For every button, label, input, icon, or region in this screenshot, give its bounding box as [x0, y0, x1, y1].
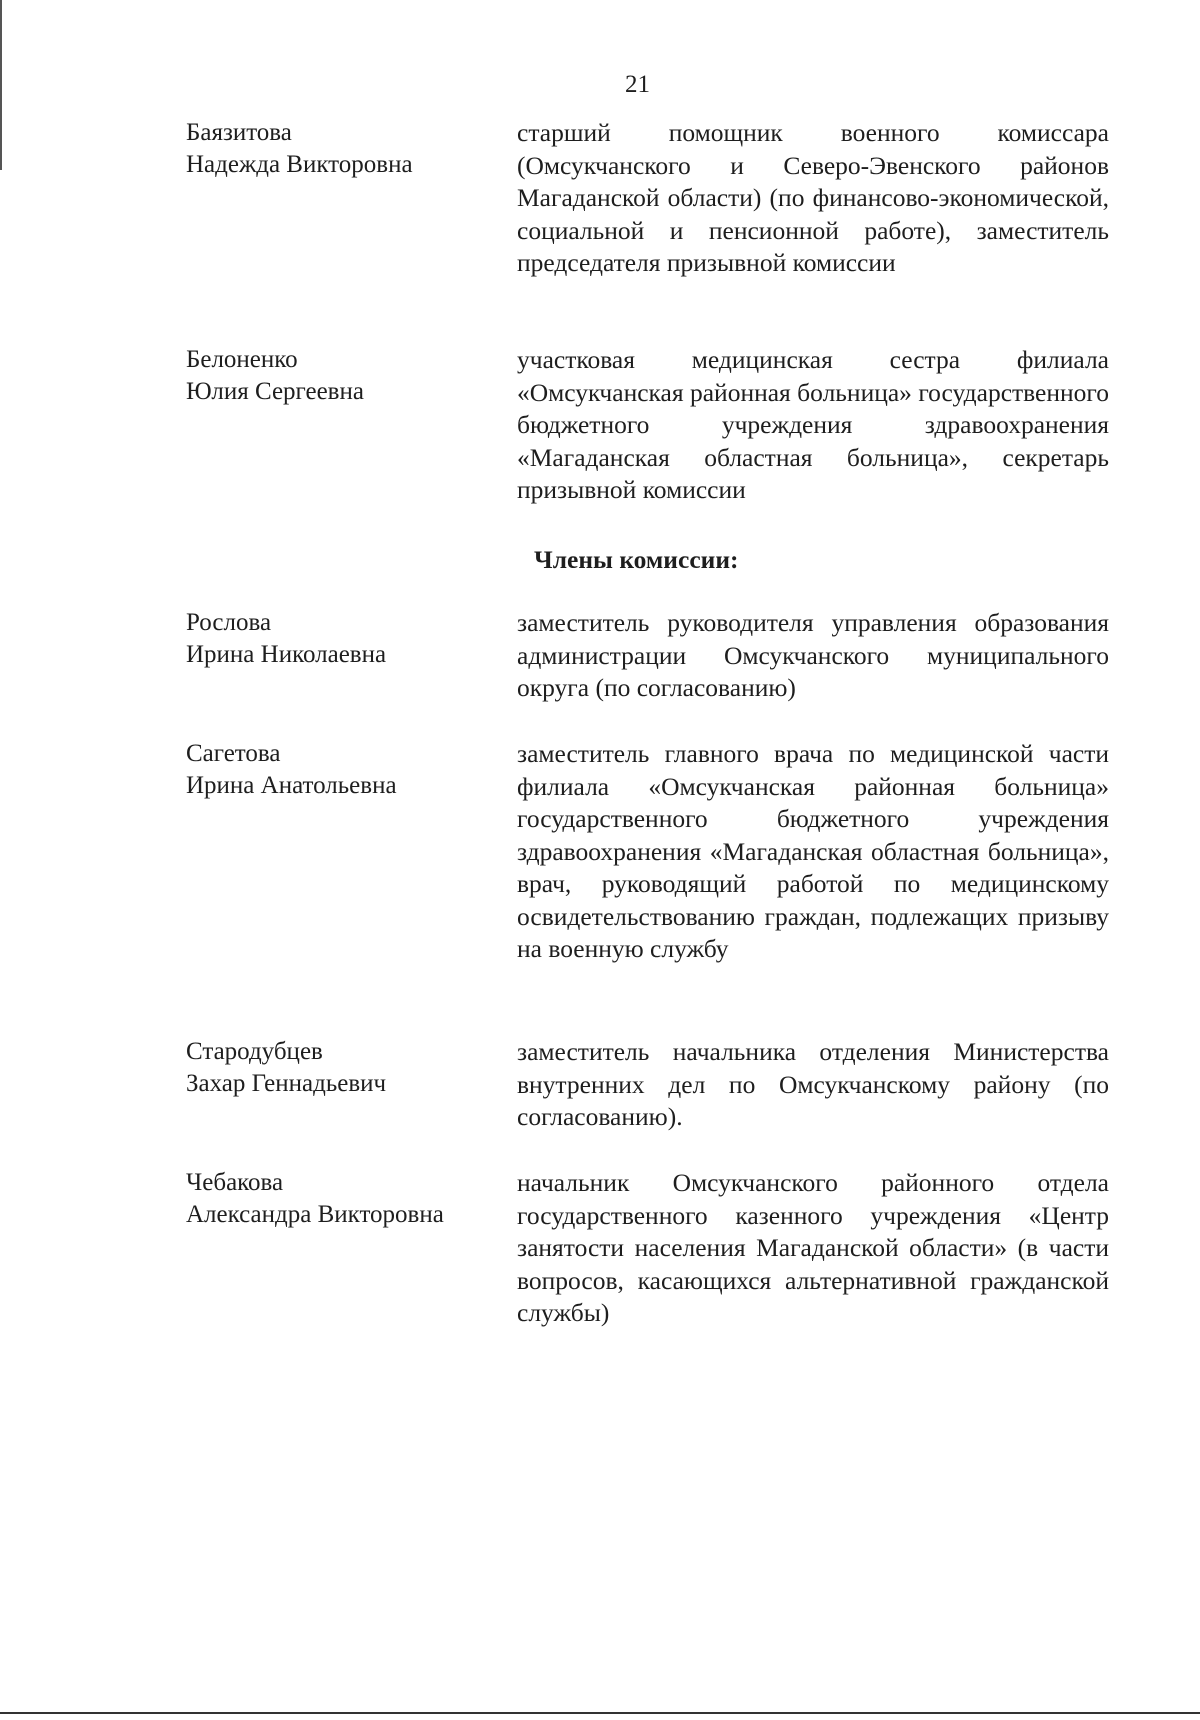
person-surname: Белоненко: [186, 346, 298, 373]
page-number: 21: [625, 71, 650, 98]
person-given-names: Надежда Викторовна: [186, 151, 413, 178]
person-name: [186, 1036, 506, 1100]
person-name: [186, 117, 506, 181]
person-given-names: Юлия Сергеевна: [186, 378, 364, 405]
person-surname: Чебакова: [186, 1169, 284, 1196]
person-surname: Рослова: [186, 609, 272, 636]
person-given-names: Ирина Анатольевна: [186, 772, 397, 799]
person-name: [186, 344, 506, 408]
person-position: заместитель главного врача по медицинской части филиала «Омсукчанская районная больница» государственного бюджетного учреждения здравоохранения «Магаданская областная больница», врач, руководящий работой по медицинскому освидетельствованию граждан, подлежащих призыву на военную службу: [517, 739, 1109, 963]
person-surname: Сагетова: [186, 740, 281, 767]
person-position: заместитель руководителя управления образования администрации Омсукчанского муниципального округа (по согласованию): [517, 608, 1109, 702]
scan-bottom-edge: [0, 1712, 1200, 1714]
person-position: заместитель начальника отделения Министерства внутренних дел по Омсукчанскому району (по согласованию).: [517, 1037, 1109, 1131]
person-name: [186, 1167, 506, 1231]
person-name: [186, 607, 506, 671]
person-position: начальник Омсукчанского районного отдела государственного казенного учреждения «Центр занятости населения Магаданской области» (в части вопросов, касающихся альтернативной гражданской службы): [517, 1168, 1109, 1327]
person-given-names: Захар Геннадьевич: [186, 1070, 387, 1097]
person-surname: Баязитова: [186, 119, 292, 146]
person-surname: Стародубцев: [186, 1038, 323, 1065]
person-given-names: Ирина Николаевна: [186, 641, 387, 668]
person-name: [186, 738, 506, 802]
person-position: старший помощник военного комиссара (Омсукчанского и Северо-Эвенского районов Магаданской области) (по финансово-экономической, социальной и пенсионной работе), заместитель председателя призывной комиссии: [517, 118, 1109, 277]
members-heading: Члены комиссии:: [534, 545, 739, 574]
person-given-names: Александра Викторовна: [186, 1201, 444, 1228]
person-position: участковая медицинская сестра филиала «Омсукчанская районная больница» государственного бюджетного учреждения здравоохранения «Магаданская областная больница», секретарь призывной комиссии: [517, 345, 1109, 504]
